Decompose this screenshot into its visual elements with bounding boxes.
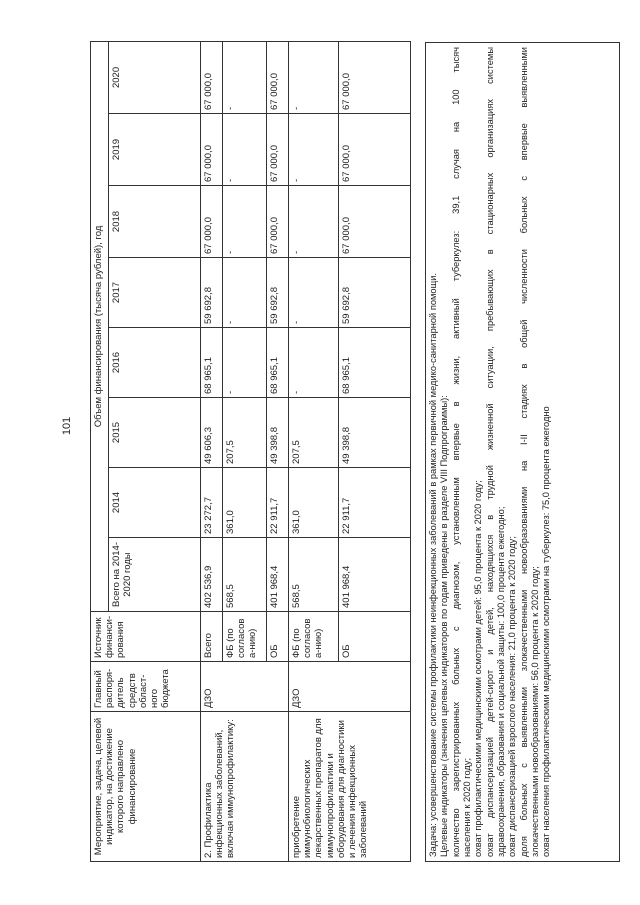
header-year: 2020 <box>109 41 201 113</box>
value-cell: 568,5 <box>223 538 267 612</box>
page-number: 101 <box>61 416 74 436</box>
value-cell: 361,0 <box>289 468 339 538</box>
value-cell: 67 000,0 <box>201 41 223 113</box>
value-cell: 67 000,0 <box>339 114 411 186</box>
manager-cell: ДЗО <box>289 662 411 712</box>
value-cell: 67 000,0 <box>267 41 289 113</box>
activity-cell: приобретение иммунобиологических лекарственных препаратов для иммунопрофилактики и оборудования для диагностики и лечения инфекционных заболеваний <box>289 712 411 862</box>
value-cell: - <box>223 41 267 113</box>
financing-table <box>90 41 411 862</box>
header-year: 2017 <box>109 258 201 328</box>
value-cell: - <box>289 114 339 186</box>
note-line: Задача: усовершенствование системы профилактики неинфекционных заболеваний в рамках первичной медико-санитарной помощи. <box>428 272 438 857</box>
value-cell: - <box>223 186 267 258</box>
value-cell: 59 692,8 <box>267 258 289 328</box>
value-cell: 22 911,7 <box>267 468 289 538</box>
value-cell: 207,5 <box>289 398 339 468</box>
note-line: населения к 2020 году; <box>461 757 472 857</box>
note-line: злокачественными новообразованиями: 56,0 процента к 2020 году; <box>529 566 540 857</box>
note-line: охват диспансеризацией взрослого населения: 21,0 процента к 2020 году; <box>507 536 518 857</box>
note-line: количество зарегистрированных больных с диагнозом, установленным впервые в жизни, активный туберкулез: 39,1 случая на 100 тысяч <box>450 47 461 857</box>
header-manager: Главный распоря-дитель средств област-ного бюджета <box>91 662 201 712</box>
source-cell: Всего <box>201 612 223 662</box>
value-cell: 49 398,8 <box>267 398 289 468</box>
rotated-table-sheet <box>90 42 620 862</box>
table-row <box>289 41 339 861</box>
header-year: 2018 <box>109 186 201 258</box>
value-cell: 49 606,3 <box>201 398 223 468</box>
value-cell: - <box>223 258 267 328</box>
value-cell: 68 965,1 <box>201 328 223 398</box>
value-cell: 68 965,1 <box>267 328 289 398</box>
note-line: Целевые индикаторы (значения целевых индикаторов по годам приведены в разделе VIII Подпрограммы): <box>439 395 450 857</box>
header-row-1 <box>91 41 109 861</box>
value-cell: - <box>289 328 339 398</box>
value-cell: 207,5 <box>223 398 267 468</box>
value-cell: - <box>223 328 267 398</box>
note-line: доля больных с выявленными злокачественными новообразованиями на I-II стадиях в общей численности больных с впервые выявленными <box>518 47 529 857</box>
manager-cell: ДЗО <box>201 662 289 712</box>
value-cell: 23 272,7 <box>201 468 223 538</box>
value-cell: 67 000,0 <box>201 186 223 258</box>
activity-cell: 2. Профилактика инфекционных заболеваний, включая иммунопрофилактику: <box>201 712 289 862</box>
value-cell: 49 398,8 <box>339 398 411 468</box>
value-cell: 361,0 <box>223 468 267 538</box>
value-cell: - <box>223 114 267 186</box>
value-cell: 401 968,4 <box>339 538 411 612</box>
value-cell: 22 911,7 <box>339 468 411 538</box>
value-cell: 401 968,4 <box>267 538 289 612</box>
source-cell: ФБ (по согласова-нию) <box>289 612 339 662</box>
value-cell: 59 692,8 <box>339 258 411 328</box>
task-notes <box>425 42 620 862</box>
value-cell: 59 692,8 <box>201 258 223 328</box>
value-cell: 67 000,0 <box>267 114 289 186</box>
header-activity: Мероприятие, задача, целевой индикатор, на достижение которого направлено финансирование <box>91 712 201 862</box>
note-line: здравоохранения, образования и социальной защиты: 100,0 процента ежегодно; <box>495 506 506 857</box>
value-cell: 67 000,0 <box>267 186 289 258</box>
value-cell: 67 000,0 <box>339 186 411 258</box>
source-cell: ОБ <box>339 612 411 662</box>
note-line: охват профилактическими медицинскими осмотрами детей: 95,0 процента к 2020 году; <box>473 480 484 857</box>
table-row <box>201 41 223 861</box>
value-cell: 68 965,1 <box>339 328 411 398</box>
source-cell: ФБ (по согласова-нию) <box>223 612 267 662</box>
source-cell: ОБ <box>267 612 289 662</box>
value-cell: 67 000,0 <box>339 41 411 113</box>
value-cell: - <box>289 186 339 258</box>
value-cell: 67 000,0 <box>201 114 223 186</box>
value-cell: - <box>289 41 339 113</box>
value-cell: 568,5 <box>289 538 339 612</box>
header-year: 2014 <box>109 468 201 538</box>
header-year: 2019 <box>109 114 201 186</box>
note-line: охват населения профилактическими медицинскими осмотрами на туберкулез: 75,0 процента ежегодно <box>541 406 552 857</box>
header-source: Источник финанси-рования <box>91 612 201 662</box>
value-cell: - <box>289 258 339 328</box>
header-volume: Объем финансирования (тысяча рублей), год <box>91 41 109 611</box>
value-cell: 402 536,9 <box>201 538 223 612</box>
header-total: Всего на 2014-2020 годы <box>109 538 201 612</box>
note-line: охват диспансеризацией детей-сирот и детей, находящихся в трудной жизненной ситуации, пребывающих в стационарных организациях системы <box>484 47 495 857</box>
header-year: 2016 <box>109 328 201 398</box>
header-year: 2015 <box>109 398 201 468</box>
